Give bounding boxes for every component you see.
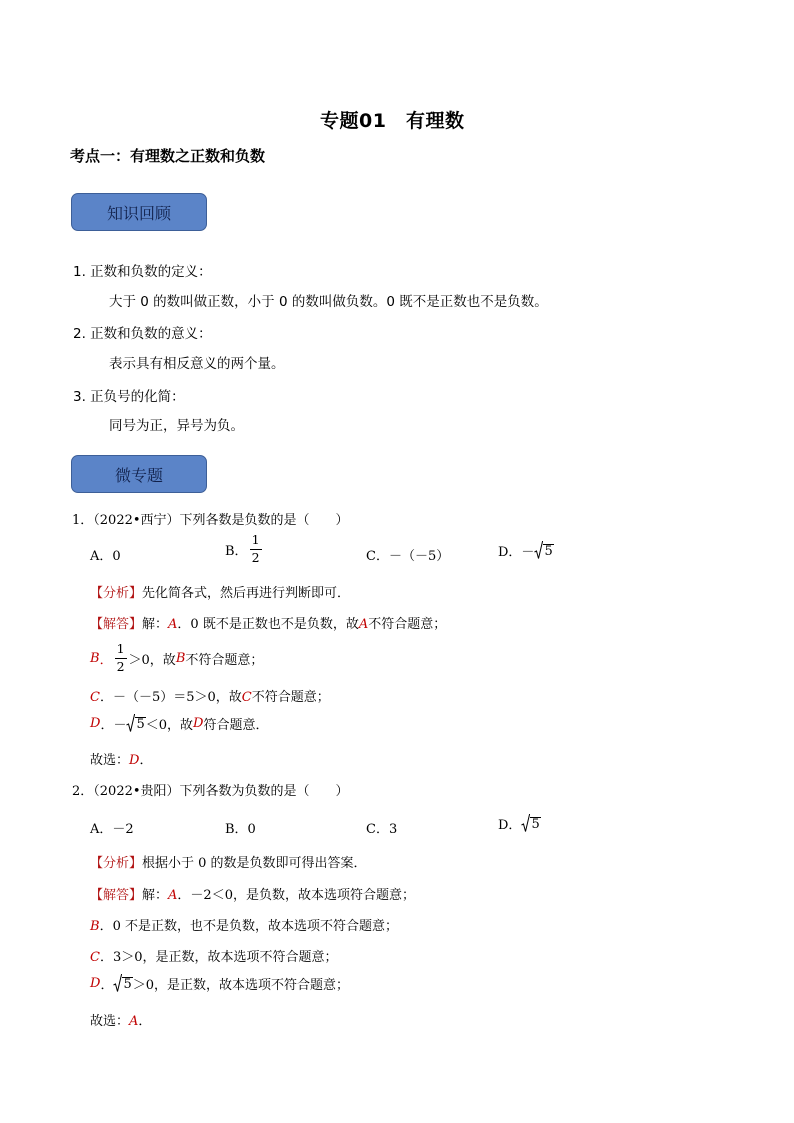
answer-text: ． bbox=[138, 1014, 152, 1029]
answer-fraction bbox=[115, 643, 127, 673]
q2-option-a: A．－2 bbox=[90, 822, 134, 837]
q1-analysis bbox=[90, 582, 350, 601]
q2-option-b: B．0 bbox=[225, 822, 256, 837]
answer-tag: 【解答】 bbox=[90, 617, 143, 632]
answer-text: ．－（－5）＝5＞0，故 bbox=[99, 690, 242, 705]
radicand: 5 bbox=[123, 977, 132, 993]
fraction-denominator: 2 bbox=[116, 658, 125, 674]
q1-answer-d bbox=[90, 714, 268, 733]
q1-answer-b bbox=[90, 643, 263, 673]
answer-text: 不符合题意； bbox=[185, 652, 264, 668]
answer-text: 符合题意． bbox=[203, 718, 269, 733]
knowledge-item-1-heading: 1. 正数和负数的定义： bbox=[73, 264, 212, 280]
option-letter: A bbox=[168, 888, 178, 903]
knowledge-review-badge: 知识回顾 bbox=[71, 193, 207, 231]
fraction-numerator: 1 bbox=[250, 534, 262, 550]
radical-sign-icon bbox=[113, 974, 122, 993]
answer-text: ．－2＜0，是负数，故本选项符合题意； bbox=[177, 888, 415, 903]
answer-text: 解： bbox=[142, 888, 169, 903]
answer-text: 不符合题意； bbox=[368, 617, 447, 632]
sqrt-symbol bbox=[521, 814, 540, 833]
micro-topic-badge: 微专题 bbox=[71, 455, 207, 493]
answer-text: ． bbox=[100, 978, 114, 993]
q1-choose bbox=[90, 749, 152, 768]
page-title: 专题01 有理数 bbox=[320, 110, 465, 132]
q2-analysis bbox=[90, 852, 367, 871]
option-letter: B bbox=[175, 650, 186, 666]
answer-text: 故选： bbox=[90, 753, 130, 768]
answer-text: ＜0，故 bbox=[145, 718, 194, 733]
sqrt-symbol bbox=[534, 541, 553, 560]
option-letter: C bbox=[241, 690, 252, 705]
option-letter: B bbox=[90, 919, 100, 934]
option-letter: A bbox=[168, 617, 178, 632]
option-letter: D bbox=[193, 716, 204, 731]
q2-option-d-label: D． bbox=[498, 818, 522, 833]
knowledge-item-1-body: 大于 0 的数叫做正数，小于 0 的数叫做负数。0 既不是正数也不是负数。 bbox=[109, 294, 548, 310]
option-letter: A bbox=[129, 1014, 139, 1029]
radical-sign-icon bbox=[521, 814, 530, 833]
option-letter: D bbox=[90, 976, 101, 991]
option-letter: D bbox=[90, 716, 101, 731]
question-1-stem: 1．（2022•西宁）下列各数是负数的是（ ） bbox=[72, 513, 349, 528]
option-letter: A bbox=[358, 617, 369, 632]
option-letter: B bbox=[90, 650, 100, 666]
sqrt-symbol bbox=[126, 714, 145, 733]
q1-answer-c bbox=[90, 686, 330, 705]
analysis-text: 先化简各式，然后再进行判断即可． bbox=[142, 586, 351, 601]
answer-text: ．3＞0，是正数，故本选项不符合题意； bbox=[99, 950, 338, 965]
answer-text: ．－ bbox=[100, 718, 127, 733]
analysis-tag: 【分析】 bbox=[90, 586, 143, 601]
answer-text: 解： bbox=[142, 617, 169, 632]
radicand: 5 bbox=[136, 717, 145, 733]
section-heading: 考点一：有理数之正数和负数 bbox=[70, 147, 266, 165]
question-2-stem: 2．（2022•贵阳）下列各数为负数的是（ ） bbox=[72, 784, 349, 799]
fraction-denominator: 2 bbox=[251, 549, 260, 565]
q1-option-a: A．0 bbox=[90, 549, 121, 564]
q2-choose bbox=[90, 1010, 151, 1029]
answer-text: ＞0，是正数，故本选项不符合题意； bbox=[132, 978, 350, 993]
q2-option-d bbox=[498, 814, 541, 833]
q2-answer-a bbox=[90, 884, 415, 903]
fraction-numerator: 1 bbox=[115, 643, 127, 659]
answer-text: ．0 不是正数，也不是负数，故本选项不符合题意； bbox=[99, 919, 398, 934]
q2-answer-c bbox=[90, 946, 338, 965]
q2-answer-b bbox=[90, 915, 398, 934]
q1-option-d-label: D．－ bbox=[498, 545, 535, 560]
option-letter: C bbox=[90, 690, 100, 705]
q1-option-b-fraction bbox=[250, 534, 262, 564]
answer-text: ＞0，故 bbox=[128, 652, 176, 668]
q2-option-c: C．3 bbox=[366, 822, 398, 837]
answer-text: 故选： bbox=[90, 1014, 130, 1029]
answer-text: ． bbox=[139, 753, 153, 768]
sqrt-symbol bbox=[113, 974, 132, 993]
knowledge-item-3-body: 同号为正，异号为负。 bbox=[109, 418, 244, 434]
q2-answer-d bbox=[90, 974, 349, 993]
option-letter: C bbox=[90, 950, 100, 965]
answer-text: ．0 既不是正数也不是负数，故 bbox=[177, 617, 359, 632]
analysis-tag: 【分析】 bbox=[90, 856, 143, 871]
knowledge-item-2-body: 表示具有相反意义的两个量。 bbox=[109, 356, 285, 372]
option-letter: D bbox=[129, 753, 140, 768]
q1-option-b-label: B． bbox=[225, 543, 248, 559]
radical-sign-icon bbox=[126, 714, 135, 733]
answer-tag: 【解答】 bbox=[90, 888, 143, 903]
answer-text: 不符合题意； bbox=[251, 690, 330, 705]
q1-answer-a bbox=[90, 613, 446, 632]
radical-sign-icon bbox=[534, 541, 543, 560]
answer-text: ． bbox=[99, 652, 113, 668]
knowledge-item-3-heading: 3. 正负号的化简： bbox=[73, 389, 185, 405]
analysis-text: 根据小于 0 的数是负数即可得出答案． bbox=[142, 856, 367, 871]
radicand: 5 bbox=[531, 817, 540, 833]
knowledge-item-2-heading: 2. 正数和负数的意义： bbox=[73, 326, 212, 342]
q1-option-c: C．－（－5） bbox=[366, 549, 450, 564]
q1-option-b bbox=[225, 534, 264, 564]
q1-option-d bbox=[498, 541, 554, 560]
radicand: 5 bbox=[544, 544, 553, 560]
